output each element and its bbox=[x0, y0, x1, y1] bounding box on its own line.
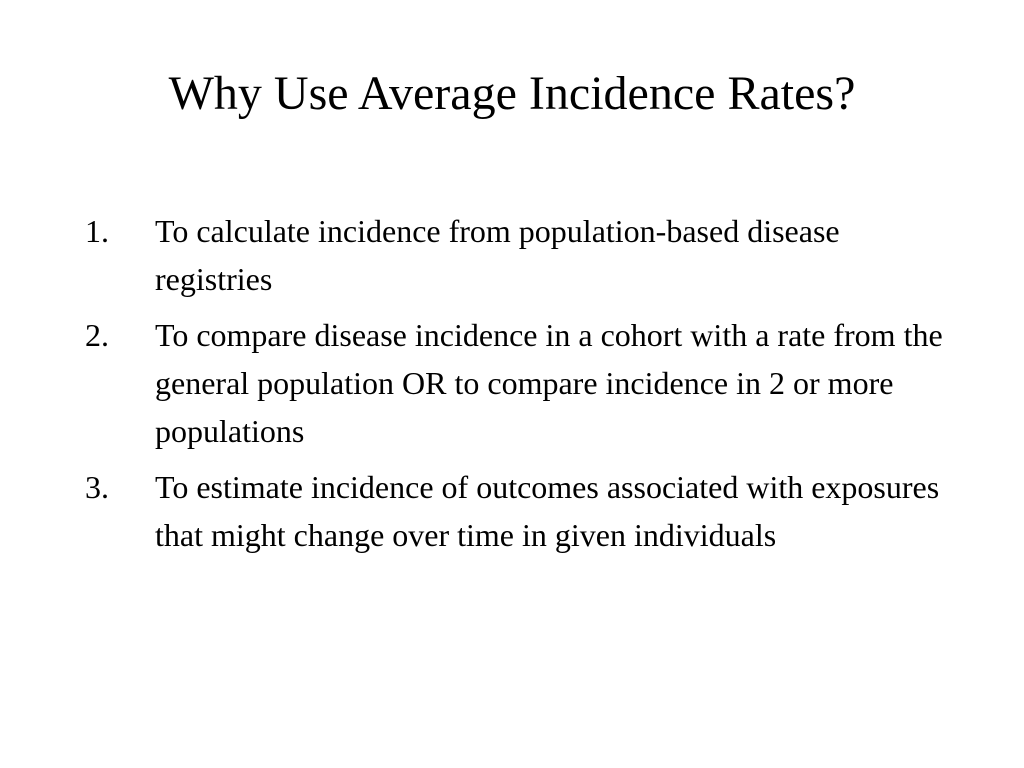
numbered-list bbox=[85, 207, 945, 567]
list-item bbox=[85, 463, 945, 559]
list-item bbox=[85, 311, 945, 455]
list-item-number: 2. bbox=[85, 317, 109, 353]
slide-title: Why Use Average Incidence Rates? bbox=[168, 67, 856, 120]
list-item-number: 1. bbox=[85, 213, 109, 249]
list-item-text: To calculate incidence from population-based disease registries bbox=[155, 213, 840, 297]
list-item bbox=[85, 207, 945, 303]
list-item-text: To estimate incidence of outcomes associated with exposures that might change over time in given individuals bbox=[155, 469, 940, 553]
list-item-text: To compare disease incidence in a cohort with a rate from the general population OR to compare incidence in 2 or more populations bbox=[155, 317, 943, 449]
list-item-number: 3. bbox=[85, 469, 109, 505]
